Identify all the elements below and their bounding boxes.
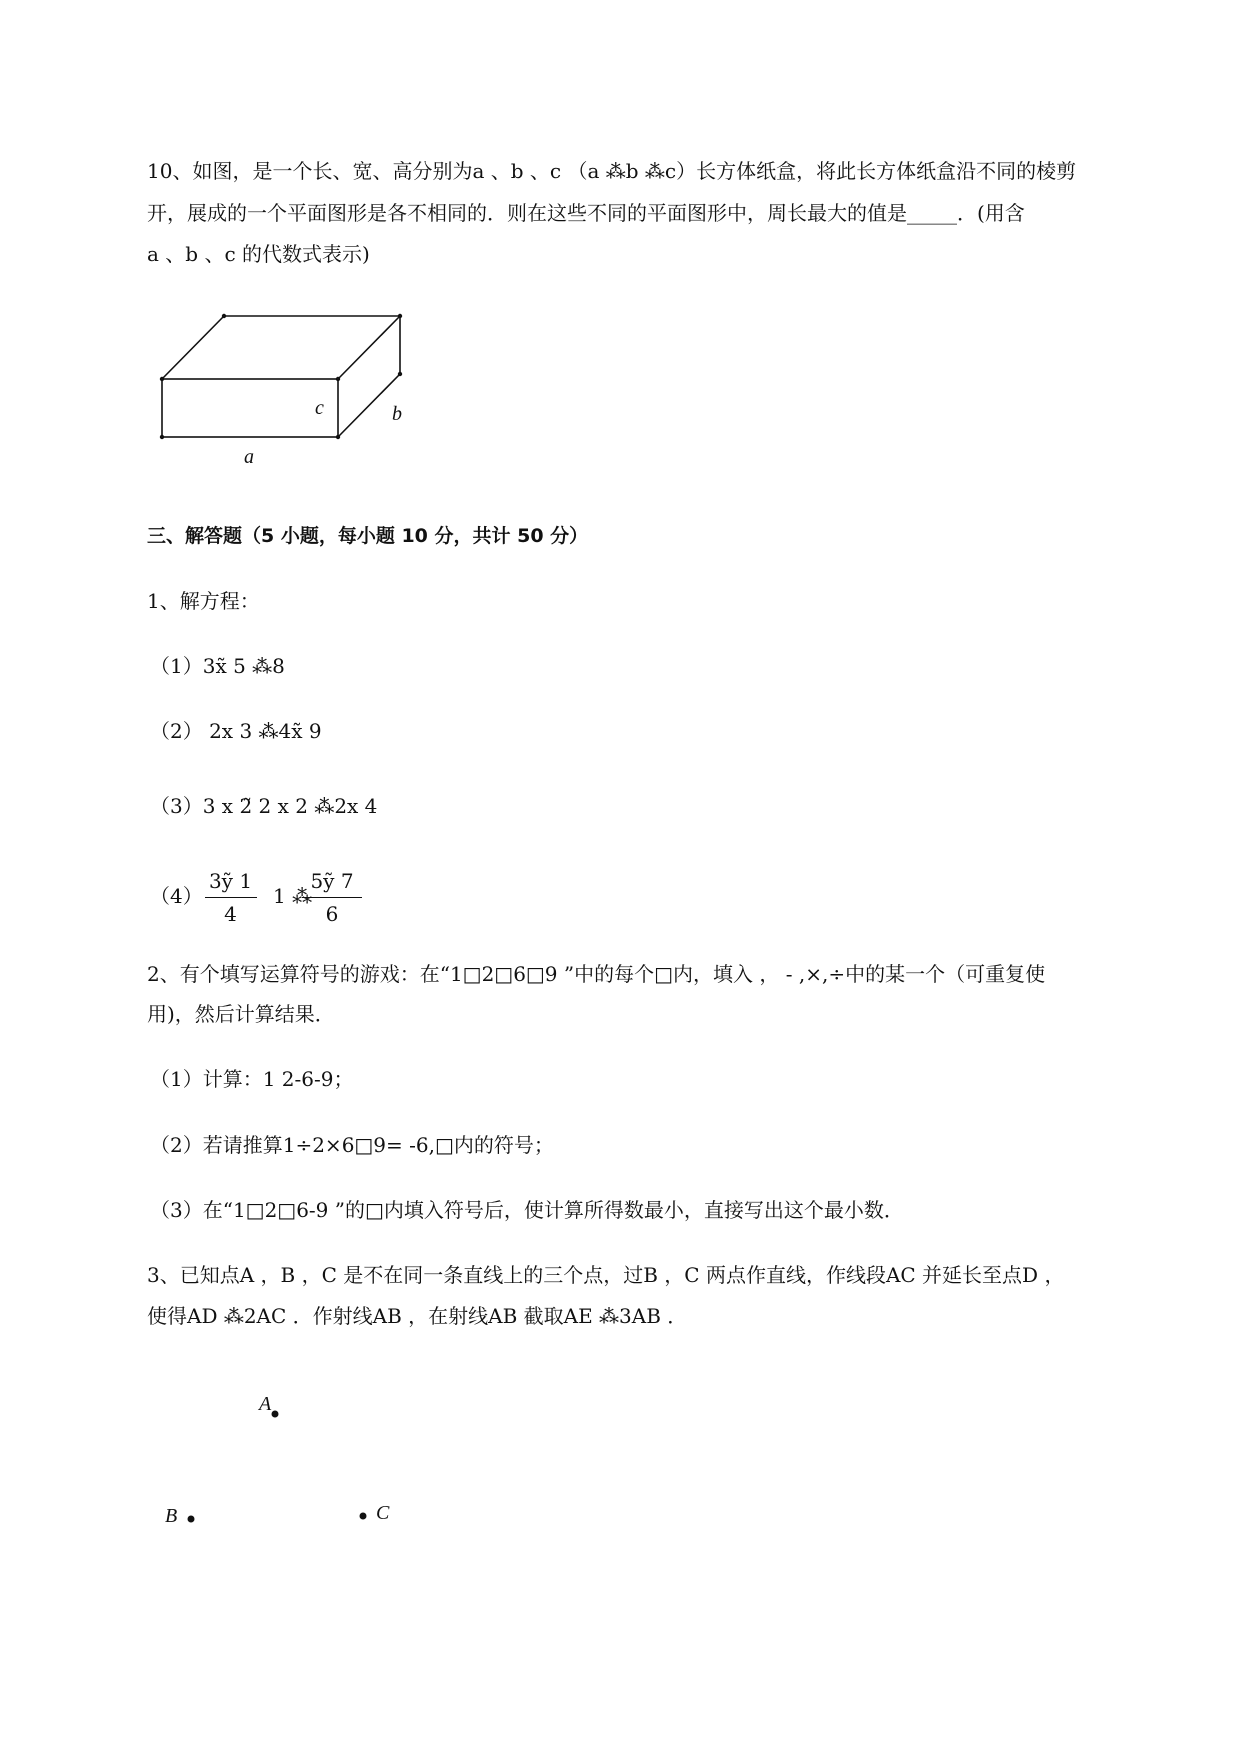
fraction-left-bar <box>205 897 257 898</box>
cuboid-vertex <box>336 435 340 439</box>
fraction-left-denominator: 4 <box>224 902 237 926</box>
fraction-right-bar <box>302 897 362 898</box>
q10-line-1: 10、如图，是一个长、宽、高分别为a 、b 、c （a ⁂b ⁂c）长方体纸盒，将此长方体纸盒沿不同的棱剪 <box>147 159 1077 183</box>
cuboid-vertex <box>222 314 226 318</box>
p2-line-2: 用)，然后计算结果． <box>147 1002 335 1026</box>
point-B-dot <box>188 1516 195 1523</box>
cuboid-front-face <box>162 379 338 437</box>
p2-line-1: 2、有个填写运算符号的游戏：在“1□2□6□9 ”中的每个□内，填入 ， - ,×,÷中的某一个（可重复使 <box>147 962 1046 986</box>
cuboid-label-b: b <box>392 403 402 425</box>
cuboid-vertex <box>160 377 164 381</box>
cuboid-edge <box>338 316 400 379</box>
cuboid-vertex <box>160 435 164 439</box>
p2-item-1: （1）计算：1 2-6-9； <box>150 1067 354 1091</box>
cuboid-label-a: a <box>244 446 254 468</box>
p1-item-2: （2） 2x 3 ⁂4x̃ 9 <box>150 719 322 743</box>
section-heading: 三、解答题（5 小题，每小题 10 分，共计 50 分） <box>147 525 589 547</box>
point-C-dot <box>360 1513 367 1520</box>
point-C-label: C <box>376 1502 390 1524</box>
cuboid-vertex <box>336 377 340 381</box>
p3-line-1: 3、已知点A ，B ，C 是不在同一条直线上的三个点，过B ，C 两点作直线，作线段AC 并延长至点D ， <box>147 1263 1065 1287</box>
q10-line-3: a 、b 、c 的代数式表示) <box>147 242 370 266</box>
p3-line-2: 使得AD ⁂2AC ．作射线AB ，在射线AB 截取AE ⁂3AB ． <box>147 1304 688 1328</box>
point-B-label: B <box>165 1505 178 1527</box>
q10-line-2: 开，展成的一个平面图形是各不相同的．则在这些不同的平面图形中，周长最大的值是_____．(用含 <box>147 201 1025 225</box>
cuboid-label-c: c <box>315 397 324 419</box>
fraction-right-denominator: 6 <box>325 902 339 926</box>
p1-title: 1、解方程： <box>147 589 260 613</box>
cuboid-edge <box>338 374 400 437</box>
p1-item-1: （1）3x̃ 5 ⁂8 <box>150 654 285 678</box>
fraction-right-numerator: 5ỹ 7 <box>310 869 354 893</box>
cuboid-vertex <box>398 372 402 376</box>
p2-item-2: （2）若请推算1÷2×6□9= -6,□内的符号； <box>150 1133 554 1157</box>
p1-item-4-middle: 1 ⁂ <box>273 884 313 908</box>
cuboid-vertex <box>398 314 402 318</box>
cuboid-edge <box>162 316 224 379</box>
point-A-dot <box>272 1411 279 1418</box>
p1-item-3: （3）3 x 2̃ 2 x 2 ⁂2x 4 <box>150 794 378 818</box>
fraction-left-numerator: 3ỹ 1 <box>208 869 253 893</box>
p1-item-4-label: （4） <box>150 884 203 908</box>
p2-item-3: （3）在“1□2□6-9 ”的□内填入符号后，使计算所得数最小，直接写出这个最小数． <box>150 1198 904 1222</box>
point-A-label: A <box>259 1393 272 1415</box>
